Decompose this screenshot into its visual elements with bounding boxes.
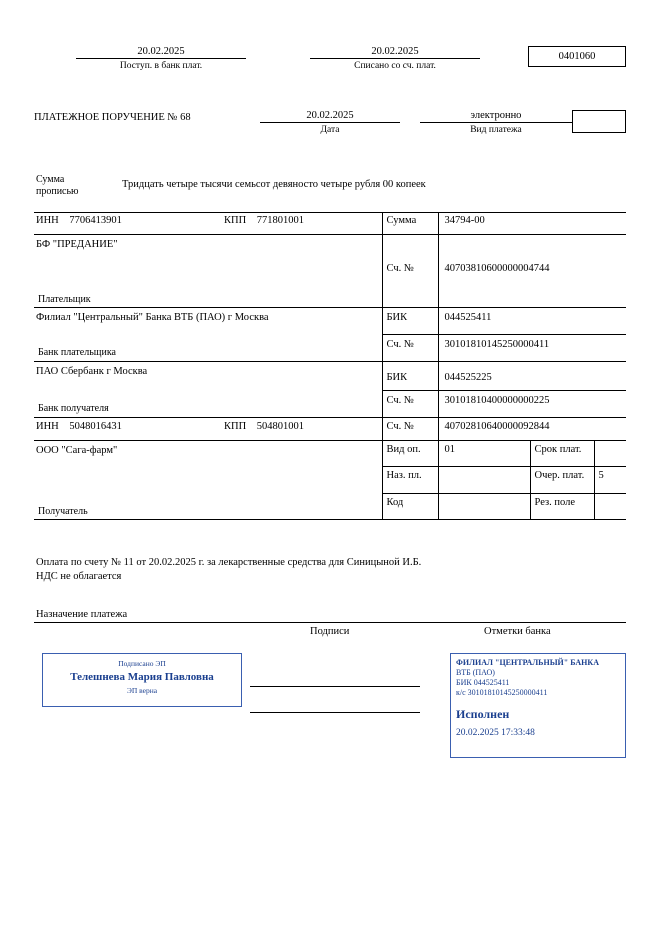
title-row	[34, 110, 626, 142]
payee-bank-caption: Банк получателя	[38, 403, 109, 414]
payment-term-value-cell	[594, 441, 626, 467]
sum-value-cell	[438, 212, 626, 235]
purpose-code-label-cell	[382, 467, 438, 493]
payee-bank-account-value-cell	[438, 391, 626, 418]
table-row	[34, 441, 626, 467]
sum-value: 34794-00	[444, 215, 485, 226]
op-kind-label: Вид оп.	[386, 444, 421, 455]
payer-kpp-cell	[186, 212, 382, 235]
purpose-code-value-cell	[438, 467, 530, 493]
payer-name-cell	[34, 235, 382, 308]
main-requisites-table	[34, 212, 626, 520]
reserve-label: Рез. поле	[534, 496, 576, 508]
payment-purpose-line1: Оплата по счету № 11 от 20.02.2025 г. за лекарственные средства для Синицыной И.Б.	[36, 557, 422, 568]
ep-stamp-line3: ЭП верна	[126, 686, 158, 695]
payment-term-label-cell	[530, 441, 594, 467]
payee-kpp-value: 504801001	[256, 421, 305, 432]
payer-account-label: Сч. №	[386, 263, 414, 274]
bank-stamp-line1: ФИЛИАЛ "ЦЕНТРАЛЬНЫЙ" БАНКА	[456, 658, 599, 667]
payer-bank-bik-label: БИК	[386, 312, 408, 323]
payer-kpp-value: 771801001	[256, 215, 305, 226]
payer-bank-bik-label-cell	[382, 308, 438, 335]
order-value: 5	[598, 470, 604, 482]
payee-bank-bik-value-cell	[438, 362, 626, 391]
payer-inn-label: ИНН	[36, 215, 59, 226]
electronic-signature-stamp	[42, 653, 242, 707]
op-kind-value: 01	[444, 444, 455, 455]
bank-execution-stamp	[450, 653, 626, 758]
payment-term-value	[595, 441, 627, 444]
payee-kpp-cell	[186, 418, 382, 441]
payer-account-value: 40703810600000004744	[444, 263, 550, 274]
bank-stamp-timestamp: 20.02.2025 17:33:48	[456, 728, 535, 738]
code-value	[439, 494, 530, 497]
bank-stamp-corr-account: к/с 30101810145250000411	[456, 688, 548, 697]
payee-account-label-cell	[382, 418, 438, 441]
order-value-cell	[594, 467, 626, 493]
payer-bank-account-label: Сч. №	[386, 339, 414, 350]
payer-inn-value: 7706413901	[69, 215, 122, 226]
payer-bank-cell	[34, 308, 382, 362]
payer-kpp-label: КПП	[224, 215, 247, 226]
table-row	[34, 308, 626, 335]
signatures-caption: Подписи	[310, 626, 350, 637]
payee-bank-bik-label-cell	[382, 362, 438, 391]
payment-kind-value: электронно	[420, 110, 572, 123]
purpose-code-label: Наз. пл.	[386, 470, 422, 482]
reserve-value-cell	[594, 493, 626, 519]
payee-bank-account-label: Сч. №	[386, 395, 414, 406]
payer-bank-account-label-cell	[382, 335, 438, 362]
bank-marks-caption: Отметки банка	[484, 626, 551, 637]
payer-bank-bik-value-cell	[438, 308, 626, 335]
document-date-caption: Дата	[320, 125, 340, 135]
reserve-label-cell	[530, 493, 594, 519]
payee-bank-cell	[34, 362, 382, 418]
sum-label-cell	[382, 212, 438, 235]
payer-caption: Плательщик	[38, 294, 91, 305]
signature-line-2	[250, 712, 420, 713]
writtenoff-date-value: 20.02.2025	[310, 46, 480, 59]
payment-kind-caption: Вид платежа	[470, 125, 522, 135]
amount-in-words-label-line2: прописью	[36, 186, 79, 197]
amount-in-words-block	[34, 170, 626, 213]
signature-captions	[34, 626, 626, 642]
table-row	[34, 212, 626, 235]
bank-stamp-line2: ВТБ (ПАО)	[456, 668, 495, 677]
order-label-cell	[530, 467, 594, 493]
payment-purpose-caption: Назначение платежа	[36, 609, 128, 620]
amount-in-words-text: Тридцать четыре тысячи семьсот девяносто четыре рубля 00 копеек	[122, 179, 426, 190]
received-date-block	[76, 46, 246, 71]
writtenoff-date-block	[310, 46, 480, 71]
payer-bank-caption: Банк плательщика	[38, 347, 116, 358]
payee-name-cell	[34, 441, 382, 520]
payer-bank-bik-value: 044525411	[444, 312, 492, 323]
bank-stamp-status: Исполнен	[456, 707, 510, 721]
amount-in-words-label	[36, 174, 116, 198]
document-header	[34, 46, 626, 82]
received-date-value: 20.02.2025	[76, 46, 246, 59]
ep-stamp-signer-name: Телешнева Мария Павловна	[70, 671, 214, 683]
payee-caption: Получатель	[38, 506, 88, 517]
payee-kpp-label: КПП	[224, 421, 247, 432]
payer-account-label-cell	[382, 235, 438, 308]
writtenoff-date-caption: Списано со сч. плат.	[354, 61, 436, 71]
payee-bank-name: ПАО Сбербанк г Москва	[36, 366, 148, 377]
document-date-block	[260, 110, 400, 135]
payment-kind-block	[420, 110, 572, 135]
purpose-code-value	[439, 467, 530, 470]
payer-inn-cell	[34, 212, 186, 235]
payment-kind-code-box	[572, 110, 626, 133]
payer-account-value-cell	[438, 235, 626, 308]
ep-stamp-line1: Подписано ЭП	[118, 659, 166, 668]
payer-bank-account-value: 30101810145250000411	[444, 339, 550, 350]
payee-bank-bik-label: БИК	[386, 372, 408, 383]
payee-bank-bik-value: 044525225	[444, 372, 492, 383]
amount-in-words-label-line1: Сумма	[36, 174, 65, 185]
payer-name: БФ "ПРЕДАНИЕ"	[36, 239, 118, 250]
reserve-value	[595, 494, 627, 497]
payee-account-value: 40702810640000092844	[444, 421, 550, 432]
table-row	[34, 362, 626, 391]
payee-account-value-cell	[438, 418, 626, 441]
received-date-caption: Поступ. в банк плат.	[119, 61, 203, 71]
payment-purpose-block	[34, 556, 626, 623]
code-label-cell	[382, 493, 438, 519]
code-value-cell	[438, 493, 530, 519]
payee-inn-label: ИНН	[36, 421, 59, 432]
table-row	[34, 418, 626, 441]
op-kind-label-cell	[382, 441, 438, 467]
form-code-box: 0401060	[528, 46, 626, 67]
payee-bank-account-value: 30101810400000000225	[444, 395, 550, 406]
payee-name: ООО "Сага-фарм"	[36, 445, 118, 456]
bank-stamp-bik: БИК 044525411	[456, 678, 510, 687]
payee-inn-cell	[34, 418, 186, 441]
op-kind-value-cell	[438, 441, 530, 467]
order-label: Очер. плат.	[534, 470, 585, 482]
payer-bank-account-value-cell	[438, 335, 626, 362]
signature-line-1	[250, 686, 420, 687]
document-date-value: 20.02.2025	[260, 110, 400, 123]
code-label: Код	[386, 496, 404, 508]
payee-bank-account-label-cell	[382, 391, 438, 418]
payee-account-label: Сч. №	[386, 421, 414, 432]
payer-bank-name: Филиал "Центральный" Банка ВТБ (ПАО) г Москва	[36, 312, 269, 323]
sum-label: Сумма	[386, 215, 417, 226]
payee-inn-value: 5048016431	[69, 421, 122, 432]
table-row	[34, 235, 626, 308]
payment-purpose-line2: НДС не облагается	[36, 571, 122, 582]
page-title: ПЛАТЕЖНОЕ ПОРУЧЕНИЕ № 68	[34, 112, 191, 123]
payment-term-label: Срок плат.	[534, 444, 582, 455]
